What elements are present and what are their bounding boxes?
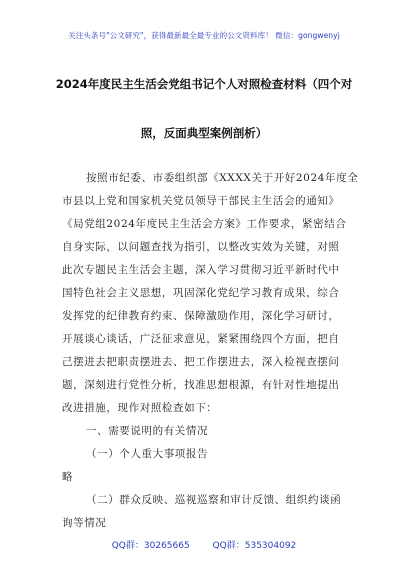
section-heading-1: 一、需要说明的有关情况: [86, 425, 209, 437]
body-line-9: 己摆进去把职责摆进去、把工作摆进去，深入检视查摆问: [62, 356, 340, 368]
subsection-1-text: 略: [62, 471, 74, 483]
body-line-1: 按照市纪委、市委组织部《XXXX关于开好2024年度全: [86, 172, 359, 184]
footer-qq-group-2: QQ群：535304092: [212, 541, 297, 551]
body-line-4: 自身实际，以问题查找为指引，以整改实效为关键，对照: [62, 241, 340, 253]
footer-contact: [0, 538, 408, 551]
body-line-7: 发挥党的纪律教育约束、保障激励作用，深化学习研讨，: [62, 310, 340, 322]
subsection-heading-1: （一）个人重大事项报告: [86, 448, 209, 460]
body-line-3: 《局党组2024年度民主生活会方案》工作要求，紧密结合: [62, 218, 347, 230]
subsection-heading-2: （二）群众反映、巡视巡察和审计反馈、组织约谈函: [86, 494, 342, 506]
body-line-5: 此次专题民主生活会主题，深入学习贯彻习近平新时代中: [62, 264, 340, 276]
document-title-line-1: 2024年度民主生活会党组书记个人对照检查材料（四个对: [55, 77, 353, 91]
body-line-6: 国特色社会主义思想，巩固深化党纪学习教育成果，综合: [62, 287, 340, 299]
body-line-11: 改进措施，现作对照检查如下：: [62, 402, 218, 414]
promo-banner: 关注头条号"公文研究"，获得最新最全最专业的公文资料库！ 微信：gongwenyj: [68, 31, 340, 40]
body-line-2: 市县以上党和国家机关党员领导干部民主生活会的通知》: [62, 195, 340, 207]
footer-qq-group-1: QQ群：30265665: [111, 541, 190, 551]
body-line-8: 开展谈心谈话，广泛征求意见，紧紧围绕四个方面，把自: [62, 333, 340, 345]
subsection-heading-2-cont: 询等情况: [62, 517, 107, 529]
body-line-10: 题，深刻进行党性分析，找准思想根源，有针对性地提出: [62, 379, 340, 391]
document-title-line-2: 照，反面典型案例剖析）: [140, 126, 268, 140]
